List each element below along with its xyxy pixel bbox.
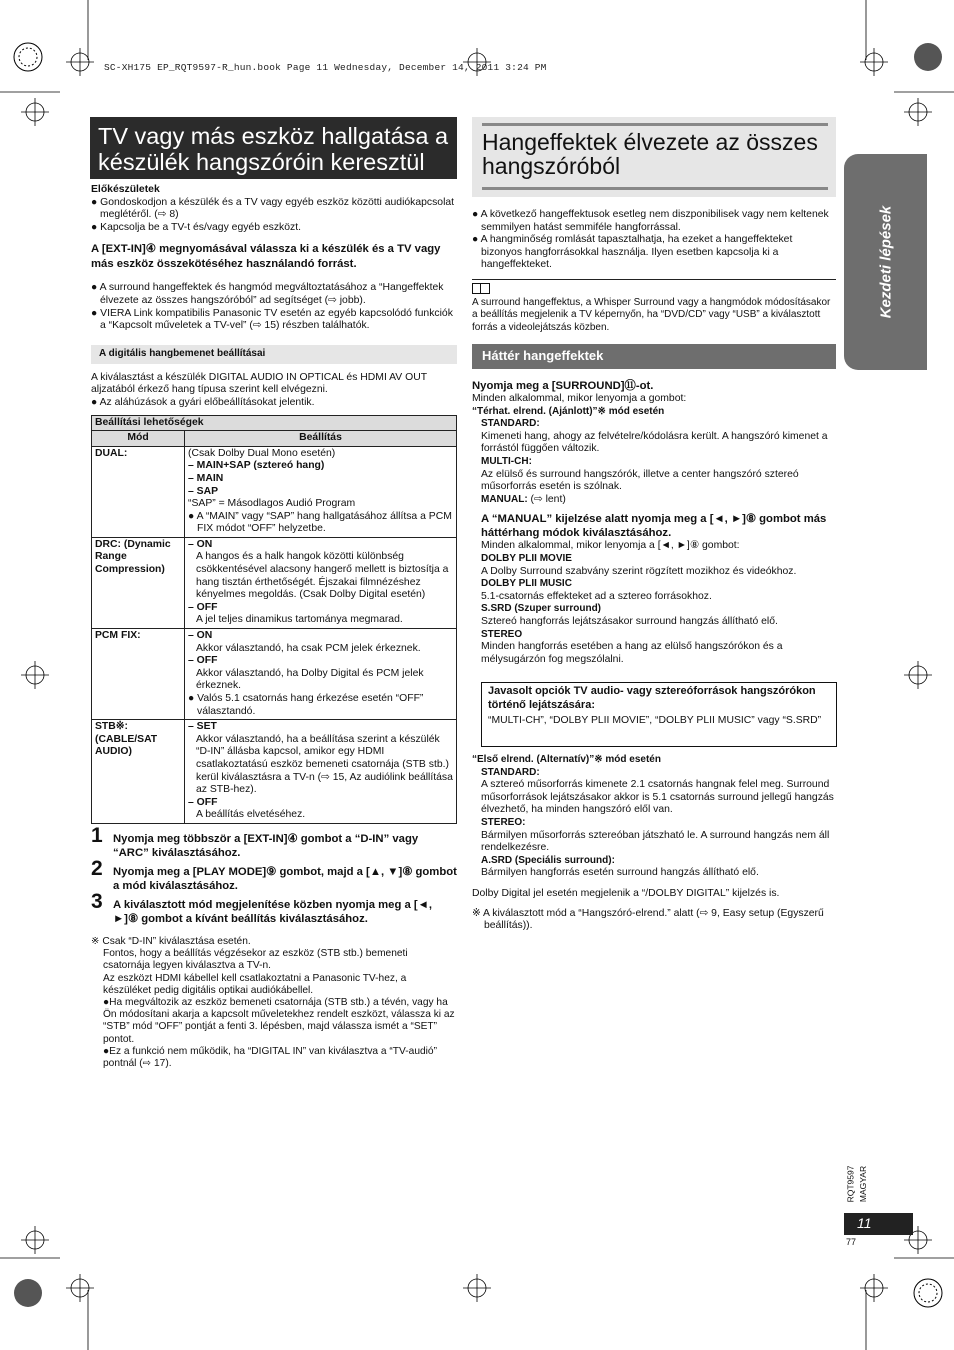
asrd-text: Bármilyen hangforrás esetén surround hangzás állítható elő. (481, 867, 759, 879)
side-tab-label: Kezdeti lépések (877, 205, 894, 319)
prep-item: ● Gondoskodjon a készülék és a TV vagy egyéb eszköz közötti audiókapcsolat meglétéről. (⇨ 8) (91, 196, 455, 221)
right-footnote: ※ A kiválasztott mód a “Hangszóró-elrend.” alatt (⇨ 9, Easy setup (Egyszerű beállítás)). (472, 907, 824, 932)
manual-instruction: A “MANUAL” kijelzése alatt nyomja meg a [◄, ►]⑧ gombot más háttérhang módok kiválasztásához. (481, 513, 827, 540)
settings-table (91, 415, 457, 824)
digital-input-bar: A digitális hangbemenet beállításai (91, 345, 457, 364)
std2-text: A sztereó műsorforrás kimenete 2.1 csatornás hangnak felel meg. Surround műsorforrások lejátszásakor akkor is 5.1 csatornás surround jellegű hangzás élvezhető, ha minden hangszóró elől van. (481, 779, 834, 816)
rqt-code: RQT9597 (845, 1165, 856, 1203)
stereo-label: STEREO (481, 628, 523, 640)
steps (91, 823, 457, 926)
right-bullet: ● A következő hangeffektusok esetleg nem diszponibilisek vagy nem keltenek semmilyen hatást semmiféle hangforrással. (472, 209, 829, 233)
manual-text: (⇨ lent) (530, 493, 566, 505)
surround-sub: Minden alkalommal, mikor lenyomja a gombot: (472, 393, 687, 404)
right-column-body (472, 380, 836, 666)
left-column (91, 184, 457, 1070)
table-row: DRC: (Dynamic Range Compression) – ON A hangos és a halk hangok közötti különbség csökkentésével alacsony hangerő mellett is biztosítja a hang tisztán érthetőségét. Éjszakai filmnézéshez kényelmes megoldás. (Csak Dolby Digital esetén) – OFF A jel teljes dinamikus tartománya megmarad. (92, 537, 457, 628)
step-2: 2 Nyomja meg a [PLAY MODE]⑨ gombot, majd a [▲, ▼]⑧ gombot a mód kiválasztásához. (91, 856, 457, 892)
box-text: “MULTI-CH”, “DOLBY PLII MOVIE”, “DOLBY PLII MUSIC” vagy “S.SRD” (488, 715, 822, 726)
left-footnote: ※ Csak “D-IN” kiválasztása esetén. Fontos, hogy a beállítás végzésekor az eszköz (STB stb.) bemeneti csatornája legyen kiválasztva a TV-n. Az eszközt HDMI kábellel kell csatlakoztatni a Panasonic TV-hez, a készüléket pedig digitális optikai audiókábellel. ●Ha megváltozik az eszköz bemeneti csatornája (STB stb.) a tévén, vagy ha Ön módosítani akarja a kapcsolt műveletekhez rendelt eszközt, válassza ki az “STB” mód “OFF” pontját a fenti 3. lépésben, majd válassza ismét a “SET” pontot. ●Ez a funkció nem működik, ha “DIGITAL IN” van kiválasztva a “TV-audió” pontnál (⇨ 17). (91, 935, 455, 1069)
dpl-music-label: DOLBY PLII MUSIC (481, 578, 572, 590)
multich-text: Az elülső és surround hangszórók, illetve a center hangszóró sztereó műsorforrás esetén is szólnak. (481, 468, 799, 493)
stereo2-label: STEREO: (481, 816, 526, 828)
file-header: SC-XH175 EP_RQT9597-R_hun.book Page 11 Wednesday, December 14, 2011 3:24 PM (104, 62, 547, 73)
step-1: 1 Nyomja meg többször a [EXT-IN]④ gombot a “D-IN” vagy “ARC” kiválasztásához. (91, 823, 419, 859)
multich-label: MULTI-CH: (481, 455, 532, 467)
table-caption: Beállítási lehetőségek (92, 415, 457, 431)
standard-text: Kimeneti hang, ahogy az felvételre/kódolásra került. A hangszóró kimenet a forrástól függően változik. (481, 430, 828, 455)
book-icon (472, 283, 490, 294)
elso-label: “Első elrend. (Alternatív)”※ mód esetén (472, 754, 661, 765)
page-number: 11 (844, 1213, 913, 1235)
ssrd-text: Sztereó hangforrás lejátszásakor surround hangzás állítható elő. (481, 615, 778, 627)
dpl-music-text: 5.1-csatornás effekteket ad a sztereo forrásokhoz. (481, 590, 712, 602)
asrd-label: A.SRD (Speciális surround): (481, 854, 615, 866)
surround-instruction: Nyomja meg a [SURROUND]⑪-ot. (472, 380, 654, 392)
std2-label: STANDARD: (481, 766, 540, 778)
manual-label: MANUAL: (481, 493, 528, 505)
note-section (472, 279, 836, 334)
stereo-text: Minden hangforrás esetében a hang az elülső hangszórókon és a mélysugárzón fog megszólalni. (481, 641, 783, 665)
col-setting: Beállítás (185, 431, 457, 447)
manual-sub: Minden alkalommal, mikor lenyomja a [◄, ►]⑧ gombot: (481, 540, 740, 552)
right-column-bottom (472, 754, 836, 933)
ssrd-label: S.SRD (Szuper surround) (481, 603, 602, 615)
hatter-bar: Háttér hangeffektek (472, 344, 836, 369)
stereo2-text: Bármilyen műsorforrás sztereóban játszható le. A surround hangzás nem áll rendelkezésre. (481, 829, 830, 854)
note-item: ● VIERA Link kompatibilis Panasonic TV esetén az egyéb kapcsolódó funkciók a “Kapcsolt műveletek a TV-vel” (⇨ 15) részben találhatók. (91, 307, 453, 332)
note-text: A surround hangeffektus, a Whisper Surround vagy a hangmódok módosításakor a beállítás megjelenik a TV képernyőn, ha “DVD/CD” vagy “USB” a kiválasztott forrás a videolejátszás közben. (472, 296, 831, 333)
small-number: 77 (846, 1237, 857, 1247)
dolby-note: Dolby Digital jel esetén megjelenik a “/DOLBY DIGITAL” kijelzés is. (472, 887, 780, 899)
prep-item: ● Kapcsolja be a TV-t és/vagy egyéb eszközt. (91, 221, 301, 233)
left-page-title: TV vagy más eszköz hallgatása a készülék hangszóróin keresztül (90, 117, 457, 179)
terhat-label: “Térhat. elrend. (Ajánlott)”※ mód esetén (472, 405, 665, 417)
note-item: ● A surround hangeffektek és hangmód megváltoztatásához a “Hangeffektek élvezete az összes hangszóróból” ad segítséget (⇨ jobb). (91, 282, 444, 306)
language-label: MAGYAR (858, 1165, 869, 1203)
right-bullet: ● A hangminőség romlását tapasztalhatja, ha ezeket a hangeffekteket bizonyos hangforrásokkal használja. Ilyen esetben kapcsolja ki a hangeffekteket. (472, 234, 793, 271)
dpl-movie-label: DOLBY PLII MOVIE (481, 552, 572, 564)
ext-in-instruction: A [EXT-IN]④ megnyomásával válassza ki a készülék és a TV vagy más eszköz összekötéséhez használandó forrást. (91, 243, 441, 271)
step-3: 3 A kiválasztott mód megjelenítése közben nyomja meg a [◄, ►]⑧ gombot a kívánt beállítás kiválasztásához. (91, 889, 432, 925)
recommended-box (481, 682, 837, 747)
side-tab (844, 154, 927, 370)
right-page-title: Hangeffektek élvezete az összes hangszóróból (482, 129, 818, 179)
table-row: DUAL: (Csak Dolby Dual Mono esetén) – MAIN+SAP (sztereó hang) – MAIN – SAP “SAP” = Másodlagos Audió Program ● A “MAIN” vagy “SAP” hang hallgatásához állítsa a PCM FIX módot “OFF” helyzetbe. (92, 446, 457, 537)
prep-title: Előkészületek (91, 184, 160, 195)
right-column-top (472, 209, 836, 334)
box-title: Javasolt opciók TV audio- vagy sztereóforrások hangszórókon történő lejátszására: (488, 685, 816, 711)
standard-label: STANDARD: (481, 418, 540, 430)
digital-text: A kiválasztást a készülék DIGITAL AUDIO IN OPTICAL és HDMI AV OUT aljzatából érkező hang típusa szerint kell elvégezni. (91, 371, 427, 396)
dpl-movie-text: A Dolby Surround szabvány szerint rögzített mozikhoz és videókhoz. (481, 565, 797, 577)
rqt-labels (840, 1163, 870, 1203)
table-row: PCM FIX: – ON Akkor választandó, ha csak PCM jelek érkeznek. – OFF Akkor választandó, ha Dolby Digital és PCM jelek érkeznek. ● Valós 5.1 csatornás hang érkezése esetén “OFF” választandó. (92, 629, 457, 720)
digital-bullet: ● Az aláhúzások a gyári előbeállításokat jelentik. (91, 396, 315, 408)
right-page-title-box (472, 117, 836, 197)
table-row: STB※: (CABLE/SAT AUDIO) – SET Akkor választandó, ha a beállítása szerint a készülék “D-IN” állásba kapcsol, amikor egy HDMI csatlakoztatású eszköz bemeneti csatornája (STB stb.) kerül kiválasztásra a TV-n (⇨ 15, Az audiólink beállítása az STB-hez). – OFF A beállítás elvetéséhez. (92, 720, 457, 824)
col-mode: Mód (92, 431, 185, 447)
